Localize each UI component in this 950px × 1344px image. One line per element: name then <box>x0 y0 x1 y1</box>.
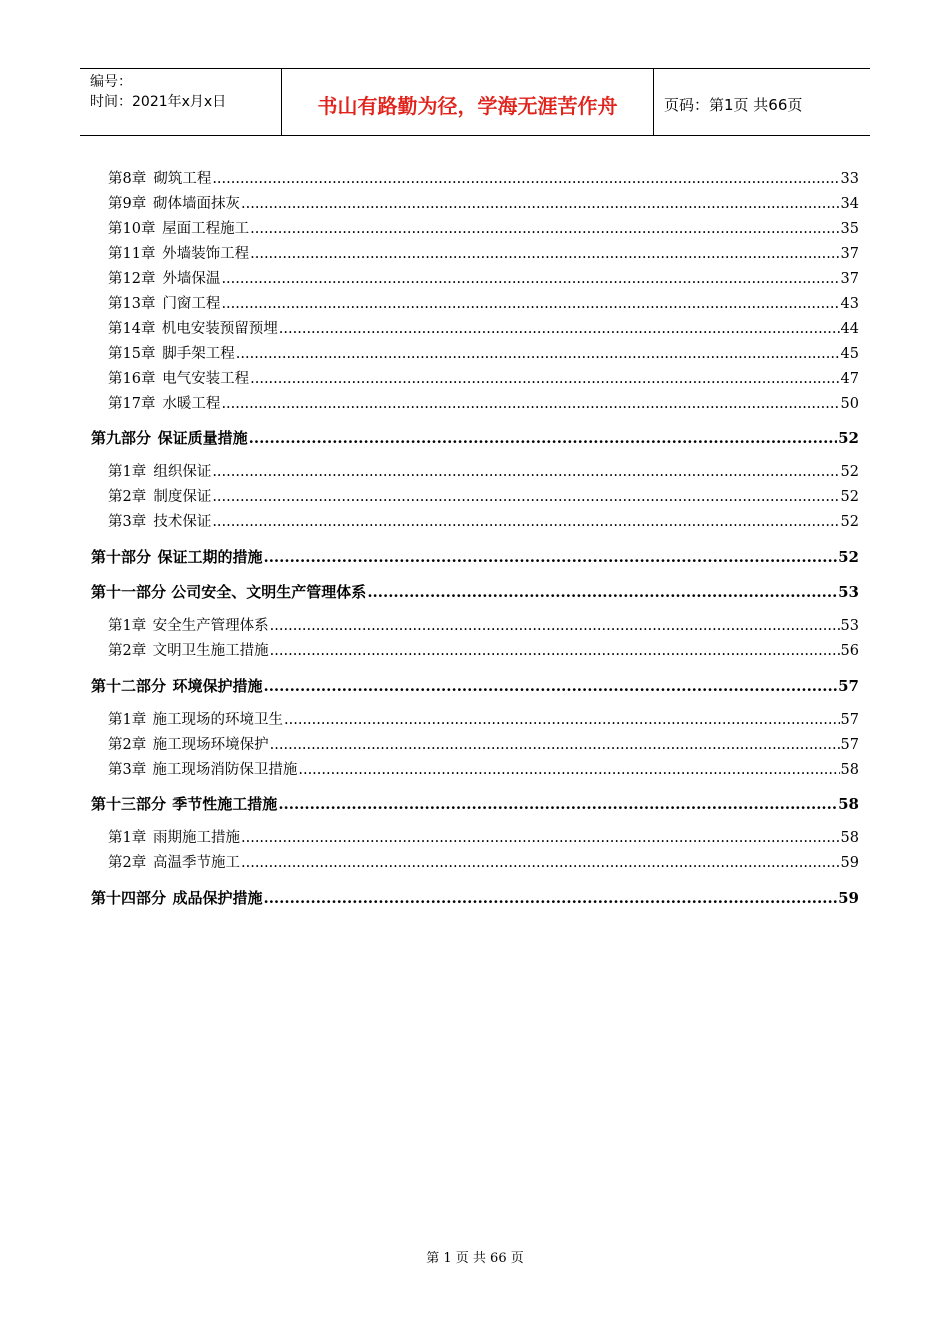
toc-entry-title: 施工现场环境保护 <box>152 737 269 753</box>
toc-entry-number: 第十一部分 <box>91 583 167 601</box>
toc-entry-page: 58 <box>838 795 859 813</box>
toc-entry-number: 第2章 <box>108 489 147 505</box>
toc-entry-title: 组织保证 <box>153 464 212 480</box>
toc-leader-dots <box>241 828 840 848</box>
toc-entry-number: 第2章 <box>108 737 147 753</box>
toc-entry-page: 37 <box>840 246 859 262</box>
toc-entry-page: 58 <box>840 830 859 846</box>
toc-entry-number: 第3章 <box>108 514 147 530</box>
toc-entry-title: 屋面工程施工 <box>162 221 250 237</box>
toc-entry-title: 雨期施工措施 <box>153 830 240 846</box>
toc-leader-dots <box>278 794 837 814</box>
toc-entry-page: 50 <box>840 396 859 412</box>
toc-chapter-entry[interactable] <box>108 710 859 730</box>
toc-leader-dots <box>221 269 839 289</box>
toc-entry-number: 第十二部分 <box>91 677 167 695</box>
toc-entry-title: 机电安装预留预埋 <box>161 321 278 337</box>
toc-entry-title: 外墙保温 <box>162 271 221 287</box>
toc-entry-title: 成品保护措施 <box>172 889 263 907</box>
toc-leader-dots <box>212 462 839 482</box>
header-page-info: 页码：第1页 共66页 <box>664 95 803 114</box>
toc-entry-number: 第十四部分 <box>91 889 167 907</box>
toc-entry-page: 33 <box>840 171 859 187</box>
toc-entry-title: 季节性施工措施 <box>172 795 278 813</box>
toc-part-entry[interactable] <box>91 676 859 696</box>
toc-entry-title: 电气安装工程 <box>162 371 250 387</box>
toc-entry-number: 第十三部分 <box>91 795 167 813</box>
toc-entry-page: 34 <box>840 196 859 212</box>
toc-entry-title: 砌体墙面抹灰 <box>153 196 240 212</box>
toc-entry-page: 59 <box>840 855 859 871</box>
toc-leader-dots <box>263 676 837 696</box>
toc-entry-number: 第12章 <box>108 271 156 287</box>
toc-entry-title: 水暖工程 <box>162 396 221 412</box>
toc-entry-page: 52 <box>840 514 859 530</box>
toc-entry-title: 高温季节施工 <box>153 855 240 871</box>
toc-chapter-entry[interactable] <box>108 853 859 873</box>
toc-entry-title: 砌筑工程 <box>153 171 212 187</box>
toc-part-entry[interactable] <box>91 794 859 814</box>
toc-part-entry[interactable] <box>91 428 859 448</box>
page-header <box>80 68 870 136</box>
toc-entry-page: 57 <box>838 677 859 695</box>
toc-chapter-entry[interactable] <box>108 169 859 189</box>
toc-leader-dots <box>298 760 839 780</box>
toc-leader-dots <box>270 616 840 636</box>
toc-chapter-entry[interactable] <box>108 219 859 239</box>
toc-entry-number: 第16章 <box>108 371 156 387</box>
toc-leader-dots <box>263 547 837 567</box>
toc-leader-dots <box>241 194 840 214</box>
toc-chapter-entry[interactable] <box>108 641 859 661</box>
toc-leader-dots <box>250 369 839 389</box>
toc-chapter-entry[interactable] <box>108 369 859 389</box>
toc-entry-page: 47 <box>840 371 859 387</box>
toc-entry-title: 保证工期的措施 <box>157 548 263 566</box>
toc-entry-page: 53 <box>840 618 859 634</box>
toc-entry-number: 第15章 <box>108 346 156 362</box>
toc-entry-number: 第17章 <box>108 396 156 412</box>
toc-entry-number: 第1章 <box>108 712 147 728</box>
toc-leader-dots <box>241 853 840 873</box>
toc-leader-dots <box>212 512 839 532</box>
toc-leader-dots <box>279 319 840 339</box>
toc-leader-dots <box>270 735 840 755</box>
toc-entry-page: 52 <box>840 464 859 480</box>
toc-leader-dots <box>212 487 839 507</box>
toc-entry-page: 44 <box>840 321 859 337</box>
toc-leader-dots <box>250 219 839 239</box>
toc-entry-number: 第十部分 <box>91 548 152 566</box>
toc-entry-page: 45 <box>840 346 859 362</box>
time-label: 时间：2021年x月x日 <box>90 94 227 110</box>
toc-chapter-entry[interactable] <box>108 394 859 414</box>
toc-entry-title: 环境保护措施 <box>172 677 263 695</box>
toc-entry-page: 43 <box>840 296 859 312</box>
toc-entry-title: 施工现场消防保卫措施 <box>152 762 298 778</box>
toc-part-entry[interactable] <box>91 547 859 567</box>
toc-chapter-entry[interactable] <box>108 616 859 636</box>
toc-leader-dots <box>263 888 837 908</box>
toc-entry-number: 第2章 <box>108 643 147 659</box>
toc-entry-number: 第1章 <box>108 464 147 480</box>
toc-chapter-entry[interactable] <box>108 760 859 780</box>
toc-entry-title: 保证质量措施 <box>157 429 248 447</box>
toc-entry-number: 第2章 <box>108 855 147 871</box>
toc-entry-title: 脚手架工程 <box>162 346 235 362</box>
toc-leader-dots <box>236 344 840 364</box>
toc-chapter-entry[interactable] <box>108 735 859 755</box>
toc-entry-title: 技术保证 <box>153 514 212 530</box>
toc-entry-number: 第8章 <box>108 171 147 187</box>
toc-entry-number: 第13章 <box>108 296 156 312</box>
toc-leader-dots <box>367 582 837 602</box>
toc-entry-page: 52 <box>838 548 859 566</box>
toc-entry-title: 公司安全、文明生产管理体系 <box>171 583 367 601</box>
toc-entry-title: 文明卫生施工措施 <box>152 643 269 659</box>
toc-leader-dots <box>270 641 840 661</box>
toc-entry-number: 第1章 <box>108 618 147 634</box>
toc-chapter-entry[interactable] <box>108 344 859 364</box>
toc-entry-page: 52 <box>838 429 859 447</box>
toc-chapter-entry[interactable] <box>108 462 859 482</box>
toc-leader-dots <box>249 428 837 448</box>
toc-entry-number: 第10章 <box>108 221 156 237</box>
toc-entry-number: 第9章 <box>108 196 147 212</box>
toc-entry-page: 59 <box>838 889 859 907</box>
toc-leader-dots <box>221 294 839 314</box>
toc-chapter-entry[interactable] <box>108 269 859 289</box>
toc-entry-title: 制度保证 <box>153 489 212 505</box>
toc-entry-page: 57 <box>840 737 859 753</box>
toc-entry-page: 37 <box>840 271 859 287</box>
header-motto: 书山有路勤为径，学海无涯苦作舟 <box>282 69 654 135</box>
toc-entry-page: 57 <box>840 712 859 728</box>
toc-entry-title: 门窗工程 <box>162 296 221 312</box>
toc-entry-number: 第九部分 <box>91 429 152 447</box>
toc-chapter-entry[interactable] <box>108 294 859 314</box>
toc-part-entry[interactable] <box>91 888 859 908</box>
toc-entry-page: 35 <box>840 221 859 237</box>
toc-entry-page: 56 <box>840 643 859 659</box>
toc-chapter-entry[interactable] <box>108 194 859 214</box>
toc-chapter-entry[interactable] <box>108 828 859 848</box>
toc-entry-title: 施工现场的环境卫生 <box>152 712 284 728</box>
toc-chapter-entry[interactable] <box>108 244 859 264</box>
toc-entry-number: 第1章 <box>108 830 147 846</box>
toc-entry-number: 第11章 <box>108 246 156 262</box>
toc-entry-title: 安全生产管理体系 <box>152 618 269 634</box>
page-footer: 第 1 页 共 66 页 <box>426 1251 524 1266</box>
toc-entry-title: 外墙装饰工程 <box>162 246 250 262</box>
toc-leader-dots <box>212 169 839 189</box>
toc-entry-page: 58 <box>840 762 859 778</box>
toc-chapter-entry[interactable] <box>108 512 859 532</box>
toc-entry-number: 第3章 <box>108 762 147 778</box>
toc-leader-dots <box>284 710 840 730</box>
toc-entry-number: 第14章 <box>108 321 156 337</box>
header-meta <box>80 69 282 135</box>
toc-leader-dots <box>250 244 839 264</box>
toc-entry-page: 53 <box>838 583 859 601</box>
toc-leader-dots <box>221 394 839 414</box>
toc-part-entry[interactable] <box>91 582 859 602</box>
toc-chapter-entry[interactable] <box>108 487 859 507</box>
toc-chapter-entry[interactable] <box>108 319 859 339</box>
toc-entry-page: 52 <box>840 489 859 505</box>
number-label: 编号： <box>90 74 132 90</box>
